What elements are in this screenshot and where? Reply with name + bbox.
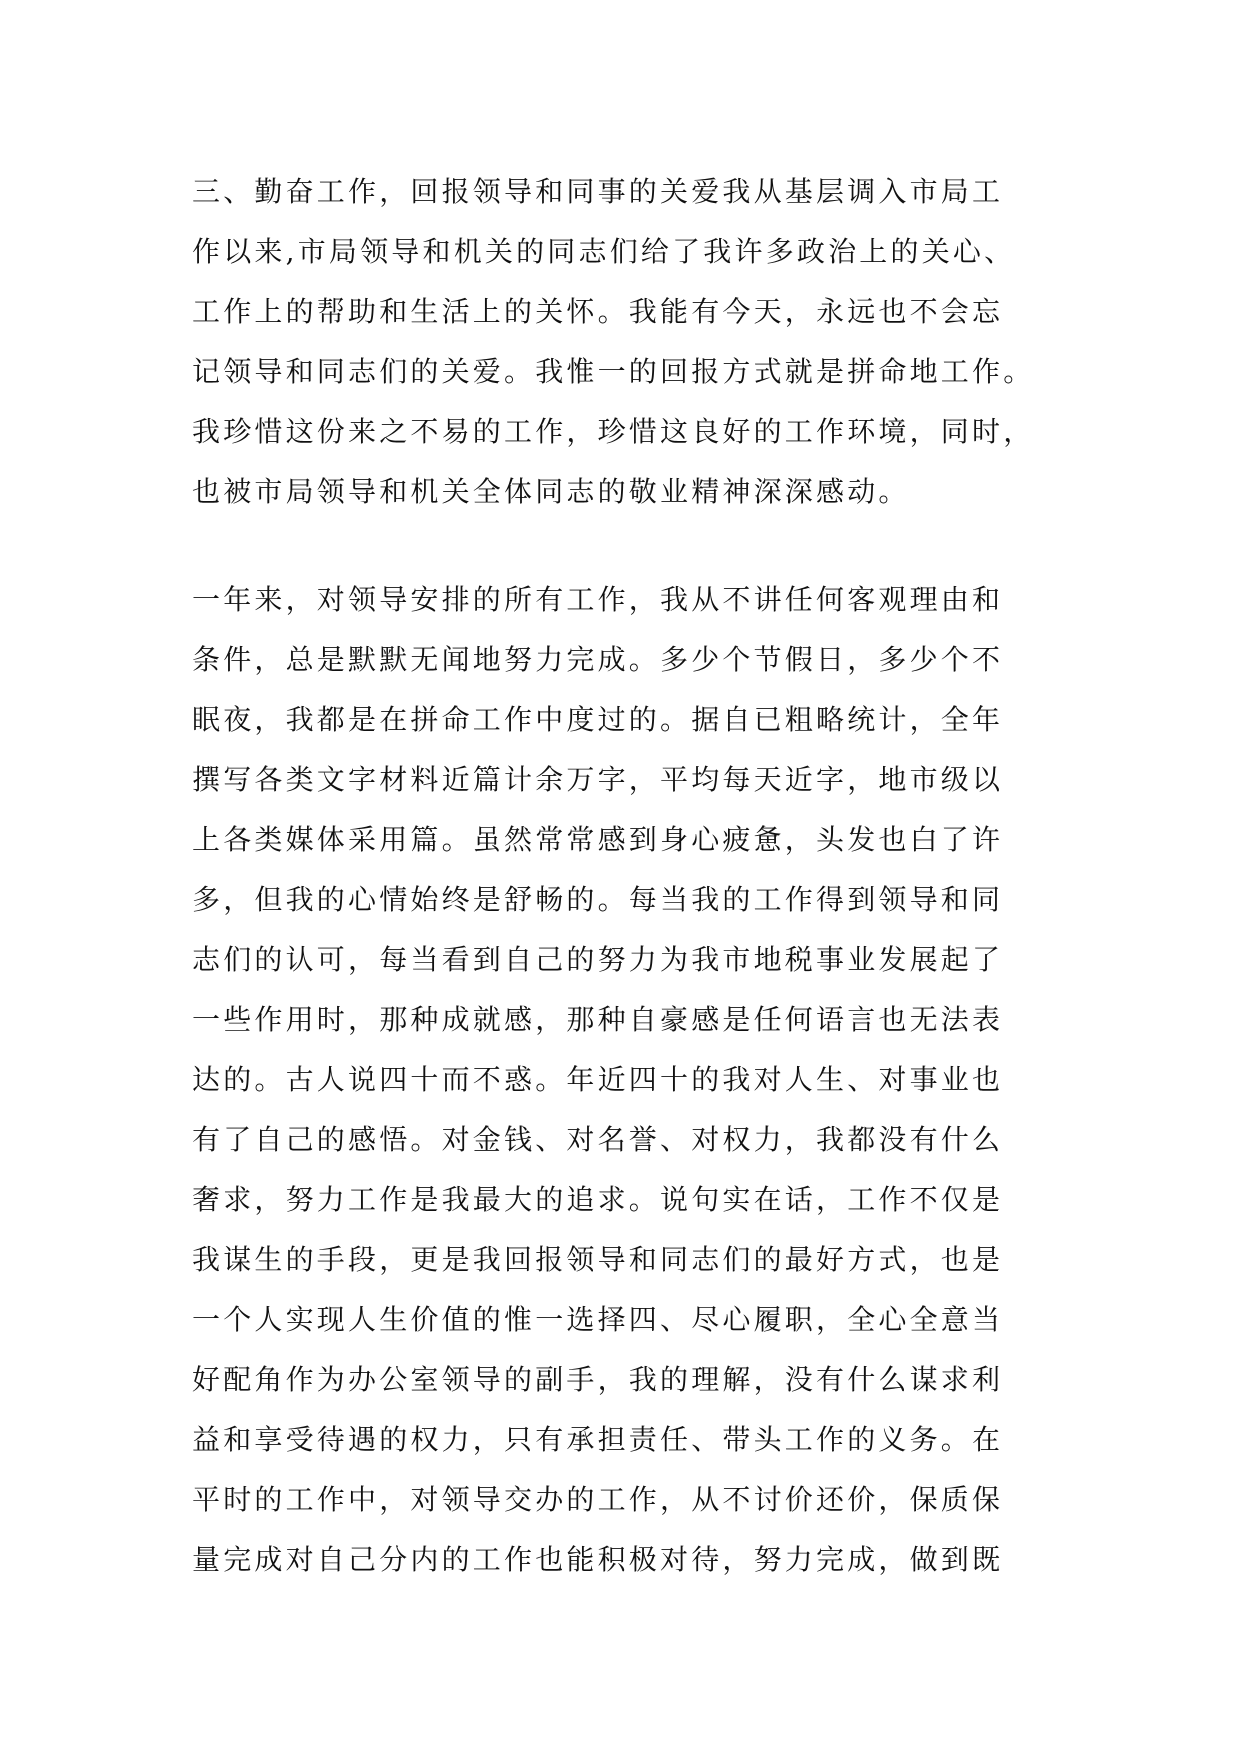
paragraph-2 <box>192 570 1092 1590</box>
paragraph-2-line-12: 我谋生的手段，更是我回报领导和同志们的最好方式，也是 <box>192 1243 1004 1276</box>
paragraph-2-line-16: 平时的工作中，对领导交办的工作，从不讨价还价，保质保 <box>192 1483 1004 1516</box>
paragraph-2-line-17: 量完成对自己分内的工作也能积极对待，努力完成，做到既 <box>192 1543 1004 1576</box>
paragraph-2-line-4: 撰写各类文字材料近篇计余万字，平均每天近字，地市级以 <box>192 763 1004 796</box>
paragraph-2-line-8: 一些作用时，那种成就感，那种自豪感是任何语言也无法表 <box>192 1003 1004 1036</box>
paragraph-2-line-1: 一年来，对领导安排的所有工作，我从不讲任何客观理由和 <box>192 583 1004 616</box>
paragraph-2-line-9: 达的。古人说四十而不惑。年近四十的我对人生、对事业也 <box>192 1063 1004 1096</box>
paragraph-2-line-7: 志们的认可，每当看到自己的努力为我市地税事业发展起了 <box>192 943 1004 976</box>
paragraph-1-line-3: 工作上的帮助和生活上的关怀。我能有今天，永远也不会忘 <box>192 295 1004 328</box>
paragraph-2-line-13: 一个人实现人生价值的惟一选择四、尽心履职，全心全意当 <box>192 1303 1004 1336</box>
paragraph-1-line-4: 记领导和同志们的关爱。我惟一的回报方式就是拼命地工作。 <box>192 355 1035 388</box>
paragraph-2-line-2: 条件，总是默默无闻地努力完成。多少个节假日，多少个不 <box>192 643 1004 676</box>
paragraph-2-line-10: 有了自己的感悟。对金钱、对名誉、对权力，我都没有什么 <box>192 1123 1004 1156</box>
paragraph-1-line-5: 我珍惜这份来之不易的工作，珍惜这良好的工作环境，同时， <box>192 415 1035 448</box>
paragraph-1-line-1: 三、勤奋工作，回报领导和同事的关爱我从基层调入市局工 <box>192 175 1004 208</box>
paragraph-2-line-15: 益和享受待遇的权力，只有承担责任、带头工作的义务。在 <box>192 1423 1004 1456</box>
paragraph-2-line-11: 奢求，努力工作是我最大的追求。说句实在话，工作不仅是 <box>192 1183 1004 1216</box>
paragraph-1-line-2: 作以来,市局领导和机关的同志们给了我许多政治上的关心、 <box>192 235 1016 268</box>
paragraph-2-line-6: 多，但我的心情始终是舒畅的。每当我的工作得到领导和同 <box>192 883 1004 916</box>
paragraph-2-line-14: 好配角作为办公室领导的副手，我的理解，没有什么谋求利 <box>192 1363 1004 1396</box>
paragraph-2-line-3: 眠夜，我都是在拼命工作中度过的。据自已粗略统计，全年 <box>192 703 1004 736</box>
paragraph-2-line-5: 上各类媒体采用篇。虽然常常感到身心疲惫，头发也白了许 <box>192 823 1004 856</box>
paragraph-1-line-6: 也被市局领导和机关全体同志的敬业精神深深感动。 <box>192 475 910 508</box>
paragraph-1 <box>192 162 1092 522</box>
